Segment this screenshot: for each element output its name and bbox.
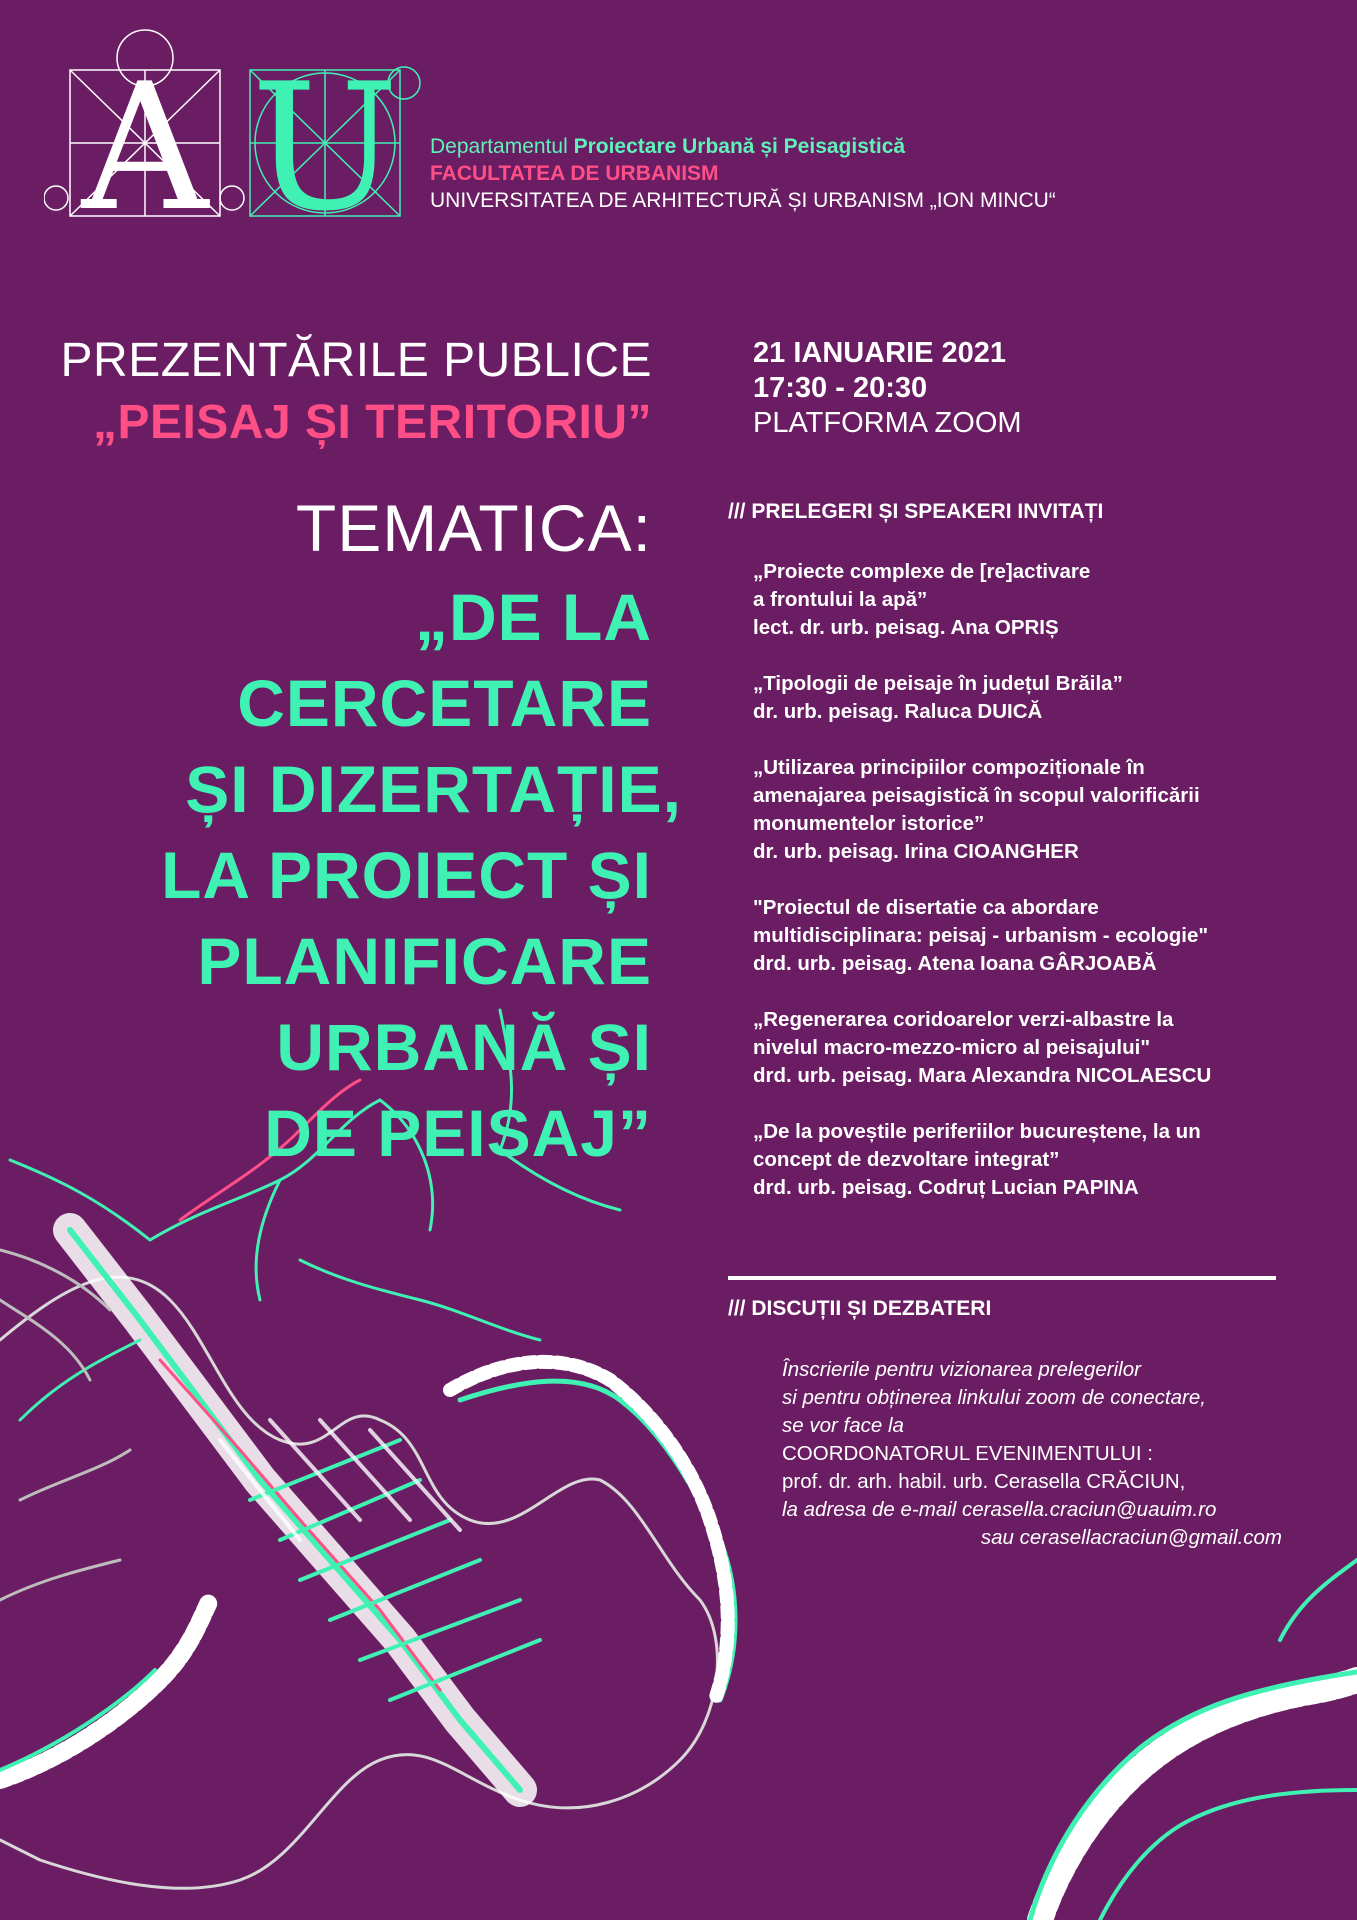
event-schedule (753, 336, 1022, 441)
theme-label: TEMATICA: (295, 491, 652, 565)
event-title (61, 330, 652, 454)
lecture-speaker: drd. urb. peisag. Atena Ioana GÂRJOABĂ (753, 952, 1157, 975)
svg-text:A: A (81, 47, 209, 223)
lecture-speaker: dr. urb. peisag. Raluca DUICĂ (753, 700, 1043, 723)
lecture-title: "Proiectul de disertatie ca abordare multidisciplinara: peisaj - urbanism - ecologie" (753, 896, 1209, 947)
coordinator-label: COORDONATORUL EVENIMENTULUI : (782, 1442, 1153, 1465)
theme-line: „DE LA (415, 580, 652, 654)
lecture-title: „Tipologii de peisaje în județul Brăila” (753, 672, 1123, 695)
theme-line: CERCETARE (237, 666, 652, 740)
event-title-line1: PREZENTĂRILE PUBLICE (60, 334, 652, 387)
svg-text:U: U (251, 47, 399, 223)
faculty-name: FACULTATEA DE URBANISM (430, 162, 719, 185)
department-line (430, 133, 1056, 160)
theme-title (161, 574, 682, 1176)
registration-line: se vor face la (782, 1414, 904, 1437)
lecture-speaker: drd. urb. peisag. Mara Alexandra NICOLAESCU (753, 1064, 1212, 1087)
department-prefix: Departamentul (430, 135, 574, 158)
lecture-title: „Regenerarea coridoarelor verzi-albastre la nivelul macro-mezzo-micro al peisajului" (753, 1008, 1174, 1059)
registration-line: Înscrierile pentru vizionarea prelegerilor (782, 1358, 1141, 1381)
coordinator-name: prof. dr. arh. habil. urb. Cerasella CRĂCIUN, (782, 1470, 1186, 1493)
lectures-heading: /// PRELEGERI ȘI SPEAKERI INVITAȚI (728, 500, 1104, 523)
lecture-title: „Proiecte complexe de [re]activare a frontului la apă” (753, 560, 1091, 611)
lecture-speaker: dr. urb. peisag. Irina CIOANGHER (753, 840, 1079, 863)
university-name: UNIVERSITATEA DE ARHITECTURĂ ȘI URBANISM „ION MINCU“ (430, 189, 1056, 212)
lecture-item (753, 754, 1333, 866)
department-block (430, 133, 1056, 214)
lecture-speaker: lect. dr. urb. peisag. Ana OPRIȘ (753, 616, 1059, 639)
event-platform: PLATFORMA ZOOM (753, 407, 1022, 439)
section-divider (728, 1276, 1276, 1280)
registration-line: si pentru obținerea linkului zoom de conectare, (782, 1386, 1206, 1409)
lecture-item (753, 558, 1333, 642)
lecture-speaker: drd. urb. peisag. Codruț Lucian PAPINA (753, 1176, 1139, 1199)
theme-line: PLANIFICARE (197, 924, 652, 998)
lectures-list (753, 558, 1333, 1230)
event-time: 17:30 - 20:30 (753, 372, 928, 404)
theme-line: ȘI DIZERTAȚIE, (185, 752, 682, 826)
theme-line: URBANĂ ȘI (276, 1010, 652, 1084)
department-name: Proiectare Urbană și Peisagistică (573, 135, 906, 158)
coordinator-email[interactable]: la adresa de e-mail cerasella.craciun@uauim.ro (782, 1498, 1217, 1521)
lecture-item (753, 1118, 1333, 1202)
theme-line: LA PROIECT ȘI (161, 838, 652, 912)
lecture-title: „De la poveștile periferiilor bucureștene, la un concept de dezvoltare integrat” (753, 1120, 1201, 1171)
theme-line: DE PEISAJ” (264, 1096, 652, 1170)
university-logo (44, 28, 444, 223)
lecture-title: „Utilizarea principiilor compoziționale în amenajarea peisagistică în scopul valorificării monumentelor istorice” (753, 756, 1200, 835)
coordinator-alt-email[interactable]: sau cerasellacraciun@gmail.com (980, 1526, 1282, 1549)
event-title-line2: „PEISAJ ȘI TERITORIU” (92, 396, 652, 449)
discussions-heading: /// DISCUȚII ȘI DEZBATERI (728, 1297, 992, 1320)
registration-info (782, 1356, 1282, 1552)
lecture-item (753, 670, 1333, 726)
lecture-item (753, 1006, 1333, 1090)
event-date: 21 IANUARIE 2021 (753, 337, 1007, 369)
lecture-item (753, 894, 1333, 978)
